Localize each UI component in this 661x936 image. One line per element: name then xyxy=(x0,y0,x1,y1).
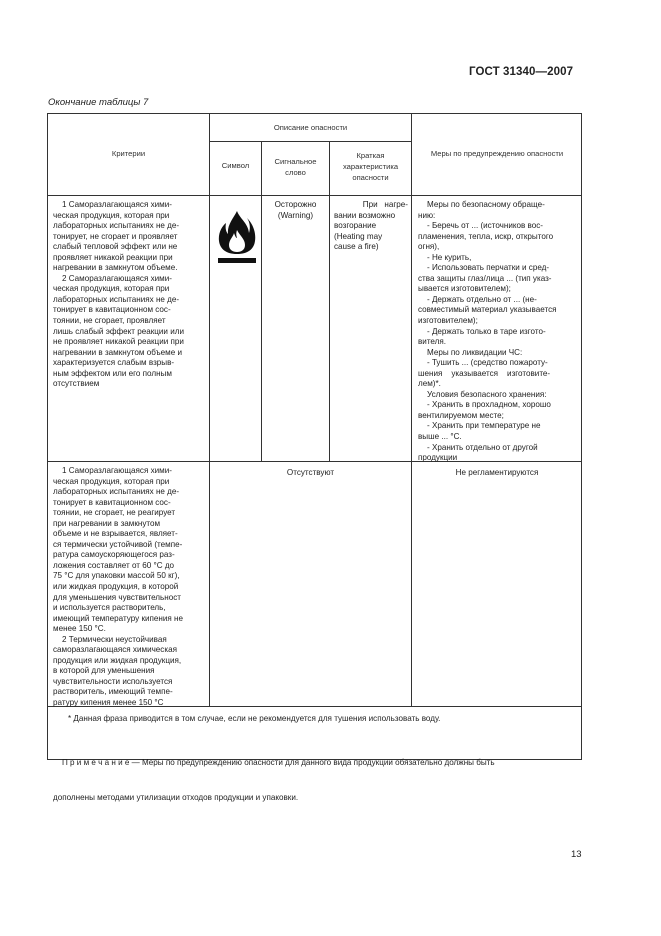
text-line: ложения составляет от 60 °С до xyxy=(53,560,175,570)
text-line: тонирует, не сгорает и проявляет xyxy=(53,231,178,241)
table-note xyxy=(53,734,495,826)
header-characteristic-line: Краткая xyxy=(356,151,385,160)
text-line: 2 Термически неустойчивая xyxy=(53,634,167,644)
text-line: - Не курить, xyxy=(418,252,472,262)
row1-characteristic xyxy=(334,200,408,253)
text-line: тоянии, не сгорает, не реагирует xyxy=(53,508,176,518)
text-line: вителя. xyxy=(418,337,447,347)
text-line: слабый тепловой эффект или не xyxy=(53,242,178,252)
text-line: лишь слабый эффект реакции или xyxy=(53,326,184,336)
text-line: - Хранить отдельно от другой xyxy=(418,442,538,452)
text-line: саморазлагающаяся химическая xyxy=(53,645,177,655)
text-line: - Использовать перчатки и сред- xyxy=(418,263,550,273)
header-characteristic-line: опасности xyxy=(352,173,389,182)
text-line: лем)*. xyxy=(418,379,441,389)
text-line: (Warning) xyxy=(277,210,314,220)
text-line: ся термически устойчивой (темпе- xyxy=(53,539,183,549)
text-line: тонирует в кавитационном сос- xyxy=(53,305,171,315)
text-line: - Тушить ... (средство пожароту- xyxy=(418,358,548,368)
text-line: Меры по ликвидации ЧС: xyxy=(418,347,523,357)
table-footnote: * Данная фраза приводится в том случае, если не рекомендуется для тушения использовать воду. xyxy=(68,714,441,723)
text-line: нию: xyxy=(418,210,436,220)
text-line: при нагревании в замкнутом xyxy=(53,518,161,528)
text-line: проявляет никакой реакции при xyxy=(53,252,173,262)
text-line: выше ... °С. xyxy=(418,432,462,442)
text-line: ратуру кипения менее 150 °С xyxy=(53,698,164,708)
text-line: имеющий температуру кипения не xyxy=(53,613,183,623)
col-rule-criteria xyxy=(209,113,210,706)
header-precautions: Меры по предупреждению опасности xyxy=(430,149,564,158)
text-line: совместимый материал указывается xyxy=(418,305,557,315)
text-line: ства защиты глаз/лица ... (тип указ- xyxy=(418,273,552,283)
header-bottom-rule xyxy=(47,195,582,196)
standard-designation: ГОСТ 31340—2007 xyxy=(469,66,574,78)
text-line: 1 Саморазлагающаяся хими- xyxy=(53,466,172,475)
row1-criteria xyxy=(53,200,203,390)
header-signal-word-line: Сигнальное xyxy=(274,157,317,166)
col-rule-precautions xyxy=(411,113,412,706)
text-line: или жидкая продукция, в которой xyxy=(53,582,179,592)
text-line: и используется растворитель, xyxy=(53,603,166,613)
text-line: нагревании в замкнутом объеме. xyxy=(53,263,178,273)
text-line: - Хранить при температуре не xyxy=(418,421,541,431)
text-line: тонирует в кавитационном сос- xyxy=(53,497,171,507)
text-line: лабораторных испытаниях не де- xyxy=(53,221,180,231)
text-line: cause a fire) xyxy=(334,242,379,252)
text-line: продукция или жидкая продукция, xyxy=(53,655,182,665)
text-line: ческая продукция, которая при xyxy=(53,210,170,220)
text-line: тоянии, не сгорает, проявляет xyxy=(53,316,166,326)
text-line: ческая продукция, которая при xyxy=(53,284,170,294)
text-line: вании возможно xyxy=(334,210,396,220)
text-line: шения указывается изготовите- xyxy=(418,368,551,378)
text-line: Меры по безопасному обраще- xyxy=(418,200,545,209)
text-line: - Хранить в прохладном, хорошо xyxy=(418,400,551,410)
col-rule-symbol xyxy=(261,141,262,461)
header-hazard-description: Описание опасности xyxy=(273,123,348,132)
text-line: 1 Саморазлагающаяся хими- xyxy=(53,200,172,209)
note-line: дополнены методами утилизации отходов продукции и упаковки. xyxy=(53,792,299,802)
header-symbol: Символ xyxy=(221,161,250,170)
text-line: лабораторных испытаниях не де- xyxy=(53,294,180,304)
text-line: не проявляет никакой реакции при xyxy=(53,337,184,347)
text-line: ывается изготовителем); xyxy=(418,284,511,294)
flame-over-line-icon xyxy=(215,207,259,267)
row1-precautions xyxy=(418,200,576,464)
text-line: 2 Саморазлагающаяся хими- xyxy=(53,273,172,283)
text-line: - Держать отдельно от ... (не- xyxy=(418,294,537,304)
text-line: для уменьшения чувствительност xyxy=(53,592,181,602)
header-signal-word xyxy=(262,156,329,178)
row2-criteria xyxy=(53,466,203,709)
text-line: пламенения, тепла, искр, открытого xyxy=(418,231,554,241)
text-line: 75 °С для упаковки массой 50 кг), xyxy=(53,571,180,581)
text-line: ческая продукция, которая при xyxy=(53,476,170,486)
header-short-characteristic xyxy=(330,150,411,183)
text-line: в которой для уменьшения xyxy=(53,666,155,676)
text-line: характеризуется слабым взрыв- xyxy=(53,358,175,368)
header-characteristic-line: характеристика xyxy=(342,162,399,171)
col-rule-signal xyxy=(329,141,330,461)
text-line: Осторожно xyxy=(274,200,317,209)
text-line: лабораторных испытаниях не де- xyxy=(53,487,180,497)
text-line: отсутствием xyxy=(53,379,100,389)
header-signal-word-line: слово xyxy=(285,168,306,177)
text-line: нагревании в замкнутом объеме и xyxy=(53,347,182,357)
page-number: 13 xyxy=(571,849,582,860)
text-line: - Держать только в таре изгото- xyxy=(418,326,546,336)
text-line: огня), xyxy=(418,242,440,252)
text-line: ным эффектом или его полным xyxy=(53,368,172,378)
row2-precautions: Не регламентируются xyxy=(455,468,539,477)
header-subdivider xyxy=(209,141,411,142)
row2-hazard-description: Отсутствуют xyxy=(286,468,335,477)
text-line: продукции xyxy=(418,453,458,463)
table-caption: Окончание таблицы 7 xyxy=(48,97,149,108)
text-line: изготовителем); xyxy=(418,316,478,326)
text-line: При нагре- xyxy=(362,200,408,209)
text-line: менее 150 °С. xyxy=(53,624,106,634)
text-line: ратура самоускоряющегося раз- xyxy=(53,550,175,560)
text-line: (Heating may xyxy=(334,231,383,241)
header-criteria: Критерии xyxy=(111,149,146,158)
note-line: П р и м е ч а н и е — Меры по предупреждению опасности для данного вида продукции обязательно должны быть xyxy=(53,758,495,767)
text-line: возгорание xyxy=(334,221,377,231)
text-line: Условия безопасного хранения: xyxy=(418,389,547,399)
row1-signal-word xyxy=(263,200,328,221)
text-line: чувствительности используется xyxy=(53,676,173,686)
text-line: растворитель, имеющий темпе- xyxy=(53,687,173,697)
text-line: вентилируемом месте; xyxy=(418,410,504,420)
text-line: объеме и не взрывается, являет- xyxy=(53,529,178,539)
text-line: - Беречь от ... (источников вос- xyxy=(418,221,543,231)
